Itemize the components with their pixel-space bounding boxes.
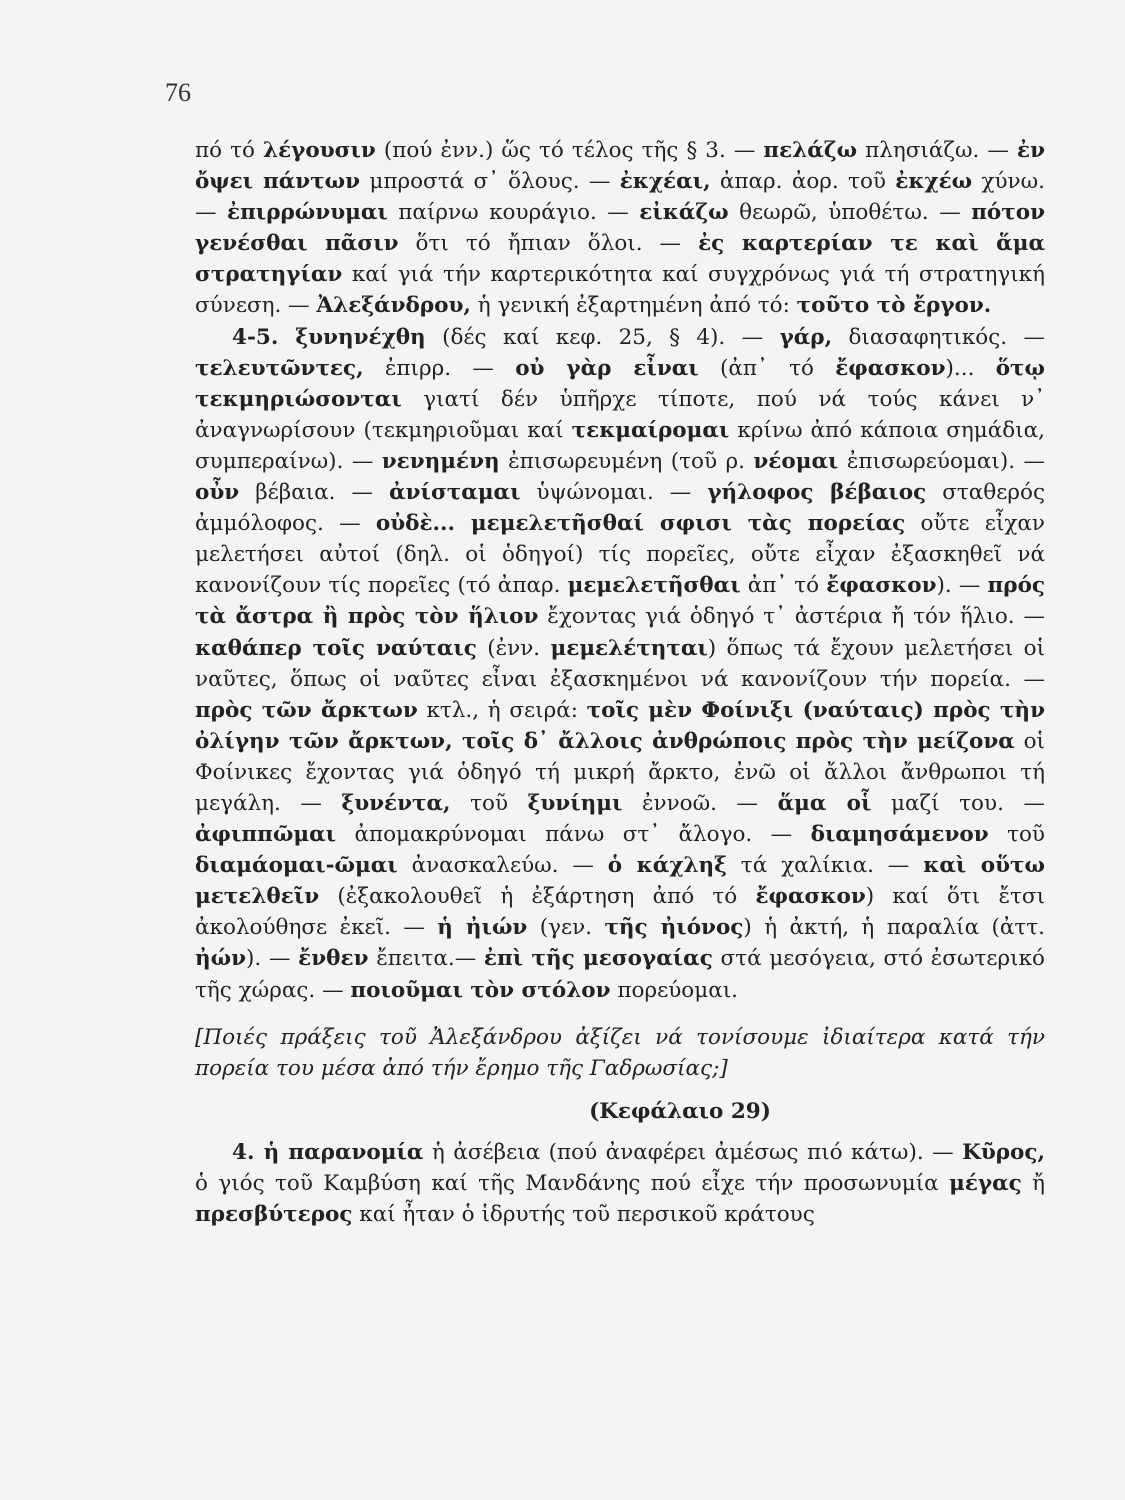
- text-run: ἐννοῶ. —: [622, 790, 778, 816]
- bold-lemma: ποιοῦμαι τὸν στόλον: [350, 977, 611, 1003]
- bold-lemma: καθάπερ τοῖς ναύταις: [195, 635, 477, 661]
- text-run: ἔχοντας γιά ὁδηγό τ᾿ ἀστέρια ἤ τόν ἥλιο. —: [538, 604, 1045, 630]
- text-run: (ἐνν.: [476, 635, 551, 661]
- text-run: ἡ γενική ἐξαρτημένη ἀπό τό:: [470, 293, 797, 319]
- text-run: )...: [945, 355, 996, 381]
- text-run: ἐπισωρεύομαι). —: [838, 448, 1045, 474]
- chapter-heading: (Κεφάλαιο 29): [589, 1098, 771, 1124]
- bold-lemma: εἰκάζω: [639, 200, 729, 226]
- text-run: ). —: [246, 946, 299, 972]
- text-run: καί ἦταν ὁ ἱδρυτής τοῦ περσικοῦ κράτους: [352, 1202, 815, 1228]
- text-run: τοῦ: [450, 790, 528, 816]
- bold-lemma: οὐδὲ... μεμελετῆσθαί σφισι τὰς πορείας: [375, 511, 906, 537]
- bold-lemma: οὖν: [195, 480, 240, 506]
- bold-lemma: τελευτῶντες,: [195, 355, 364, 381]
- text-run: πορεύομαι.: [610, 977, 739, 1003]
- bold-lemma: πρὸς τῶν ἄρκτων: [195, 697, 418, 723]
- bold-lemma: ἔφασκον: [835, 355, 946, 381]
- text-run: στά μεσόγεια, στό ἐσωτερικό τῆς χώρας. —: [195, 946, 1045, 1003]
- text-run: ) καί ὅτι ἔτσι ἀκολούθησε ἐκεῖ. —: [195, 884, 1045, 941]
- bold-lemma: ὁ κάχληξ: [607, 853, 727, 879]
- text-run: οὔτε εἶχαν μελετήσει αὐτοί (δηλ. οἱ ὁδηγοί) τίς πορεῖες, οὔτε εἶχαν ἐξασκηθεῖ νά κανονίζουν τίς πορεῖες (τό ἀπαρ.: [195, 511, 1045, 599]
- bold-lemma: μεμελέτηται: [550, 635, 708, 661]
- text-run: οἱ Φοίνικες ἔχοντας γιά ὁδηγό τή μικρή ἄρκτο, ἐνῶ οἱ ἄλλοι ἄνθρωποι τή μεγάλη. —: [195, 728, 1045, 816]
- text-run: διασαφητικός. —: [832, 324, 1045, 350]
- text-run: σταθερός ἀμμόλοφος. —: [195, 480, 1045, 537]
- text-run: κρίνω ἀπό κάποια σημάδια, συμπεραίνω). —: [195, 417, 1045, 474]
- bold-lemma: τοῦτο τὸ ἔργον.: [796, 293, 992, 319]
- bold-lemma: διαμάομαι-ῶμαι: [195, 853, 398, 879]
- paragraph-commentary-1: [195, 135, 1045, 322]
- text-run: μαζί του. —: [871, 790, 1045, 816]
- text-run: μπροστά σ᾿ ὅλους. —: [360, 169, 620, 195]
- bold-lemma: ἐν ὄψει πάντων: [195, 138, 1045, 195]
- bold-lemma: ἔφασκον: [826, 573, 937, 599]
- text-run: ἐπιρρ. —: [363, 355, 516, 381]
- bold-lemma: διαμησάμενον: [810, 822, 989, 848]
- bold-lemma: Κῦρος,: [962, 1139, 1045, 1165]
- text-run: θεωρῶ, ὑποθέτω. —: [728, 200, 972, 226]
- bold-lemma: λέγουσιν: [263, 138, 376, 163]
- text-run: ) ὅπως τά ἔχουν μελετήσει οἱ ναῦτες, ὅπως οἱ ναῦτες εἶναι ἐξασκημένοι νά κανονίζουν τήν πορεία. —: [195, 635, 1045, 692]
- bold-lemma: ξυνέντα,: [341, 790, 451, 816]
- bold-lemma: ἔφασκον: [755, 884, 866, 910]
- bold-lemma: ἐκχέαι,: [619, 169, 711, 195]
- bold-lemma: ἐπιρρώνυμαι: [227, 200, 388, 226]
- text-run: καί γιά τήν καρτερικότητα καί συγχρόνως γιά τή στρατηγική σύνεση. —: [195, 262, 1045, 319]
- text-run: (ἐξακολουθεῖ ἡ ἐξάρτηση ἀπό τό: [319, 884, 756, 910]
- bold-lemma: ἐκχέω: [895, 169, 973, 195]
- bold-lemma: τεκμαίρομαι: [571, 417, 730, 443]
- bold-lemma: Ἀλεξάνδρου,: [316, 293, 471, 319]
- bold-lemma: ἔνθεν: [298, 946, 369, 972]
- text-run: πό τό: [195, 138, 264, 163]
- text-run: ἀπομακρύνομαι πάνω στ᾿ ἄλογο. —: [336, 822, 811, 848]
- text-run: πλησιάζω. —: [857, 138, 1017, 163]
- text-run: ἀπαρ. ἀορ. τοῦ: [710, 169, 896, 195]
- bold-lemma: οὐ γὰρ εἶναι: [515, 355, 699, 381]
- bold-lemma: ἀφιππῶμαι: [195, 822, 337, 848]
- bold-lemma: νέομαι: [753, 448, 839, 474]
- bold-lemma: ἀνίσταμαι: [389, 480, 521, 506]
- bold-lemma: πρεσβύτερος: [195, 1202, 353, 1228]
- bold-lemma: ἡ ἠιών: [437, 915, 528, 941]
- bold-lemma: ξυνίημι: [527, 790, 623, 816]
- document-body: [195, 135, 1045, 1230]
- bold-lemma: πελάζω: [763, 138, 858, 163]
- bold-lemma: νενημένη: [381, 448, 500, 474]
- text-run: (γεν.: [527, 915, 605, 941]
- text-run: τοῦ: [988, 822, 1045, 848]
- bold-lemma: ἐς καρτερίαν τε καὶ ἅμα στρατηγίαν: [195, 231, 1046, 288]
- page-number: 76: [165, 78, 191, 107]
- text-run: τά χαλίκια. —: [726, 853, 924, 879]
- bold-lemma: ἅμα οἷ: [777, 790, 872, 816]
- text-run: (πού ἐνν.) ὥς τό τέλος τῆς § 3. —: [375, 138, 764, 163]
- bold-lemma: ἐπὶ τῆς μεσογαίας: [483, 946, 713, 972]
- text-run: ) ἡ ἀκτή, ἡ παραλία (ἀττ.: [743, 915, 1046, 941]
- paragraph-commentary-2: [195, 322, 1045, 1006]
- paragraph-commentary-3: [195, 1137, 1045, 1230]
- text-run: κτλ., ἡ σειρά:: [417, 697, 587, 723]
- bold-lemma: 4-5. ξυνηνέχθη: [232, 324, 426, 350]
- text-run: ἤ: [1021, 1171, 1045, 1196]
- bold-lemma: γήλοφος βέβαιος: [707, 480, 927, 506]
- text-run: ὑψώνομαι. —: [520, 480, 708, 506]
- text-run: ἔπειτα.—: [368, 946, 484, 972]
- bold-lemma: πρός τὰ ἄστρα ἢ πρὸς τὸν ἥλιον: [195, 573, 1046, 630]
- bold-lemma: ὅτῳ τεκμηριώσονται: [195, 355, 1045, 412]
- text-run: (ἀπ᾿ τό: [698, 355, 836, 381]
- bold-lemma: τοῖς μὲν Φοίνιξι (ναύταις) πρὸς τὴν ὀλίγην τῶν ἄρκτων, τοῖς δ᾿ ἄλλοις ἀνθρώποις πρὸς τὴν μείζονα: [195, 697, 1045, 754]
- text-run: ἀνασκαλεύω. —: [397, 853, 608, 879]
- text-run: γιατί δέν ὑπῆρχε τίποτε, πού νά τούς κάνει ν᾿ ἀναγνωρίσουν (τεκμηριοῦμαι καί: [195, 386, 1045, 443]
- bold-lemma: ἠών: [195, 946, 247, 972]
- text-run: (δές καί κεφ. 25, § 4). —: [425, 324, 780, 350]
- bold-lemma: πότον γενέσθαι πᾶσιν: [195, 200, 1045, 257]
- text-run: ὅτι τό ἤπιαν ὅλοι. —: [398, 231, 699, 257]
- text-run: ). —: [936, 573, 988, 599]
- text-run: χύνω. —: [195, 169, 1045, 226]
- text-run: ἀπ᾿ τό: [740, 573, 827, 599]
- bold-lemma: τῆς ἠιόνος: [604, 915, 744, 941]
- text-run: ἐπισωρευμένη (τοῦ ρ.: [499, 448, 754, 474]
- bold-lemma: γάρ,: [779, 324, 833, 350]
- text-run: παίρνω κουράγιο. —: [387, 200, 640, 226]
- bold-lemma: μεμελετῆσθαι: [567, 573, 741, 599]
- bold-lemma: μέγας: [949, 1171, 1022, 1196]
- text-run: ὁ γιός τοῦ Καμβύση καί τῆς Μανδάνης πού εἶχε τήν προσωνυμία: [195, 1171, 950, 1196]
- bold-lemma: καὶ οὕτω μετελθεῖν: [195, 853, 1045, 910]
- text-run: βέβαια. —: [239, 480, 390, 506]
- study-question: [Ποιές πράξεις τοῦ Ἀλεξάνδρου ἀξίζει νά τονίσουμε ἰδιαίτερα κατά τήν πορεία του μέσα ἀπό τήν ἔρημο τῆς Γαδρωσίας;]: [195, 1024, 1045, 1081]
- text-run: ἡ ἀσέβεια (πού ἀναφέρει ἀμέσως πιό κάτω). —: [423, 1139, 963, 1165]
- bold-lemma: 4. ἡ παρανομία: [232, 1139, 424, 1165]
